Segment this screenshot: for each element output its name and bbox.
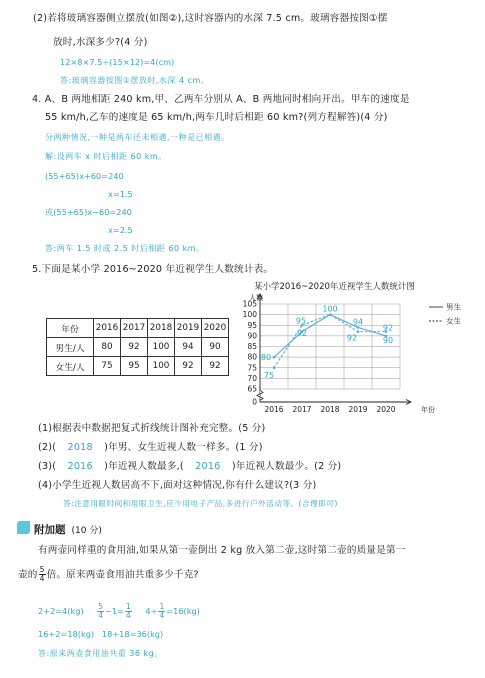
bonus-title-text: 附加题 <box>34 524 66 536</box>
q5-sub3-blank2: 2016 <box>195 461 221 472</box>
bonus-ans1c-b: =16(kg) <box>166 606 200 616</box>
q4-line1: 4. A、B 两地相距 240 km,甲、乙两车分别从 A、B 两地同时相向开出。甲车的速度是 <box>32 94 410 105</box>
data-point <box>357 326 360 329</box>
q4-res2: x=2.5 <box>108 225 133 235</box>
table-header-cell: 2019 <box>175 319 202 338</box>
q5-sub4: (4)小学生近视人数居高不下,面对这种情况,你有什么建议?(3 分) <box>38 480 317 491</box>
q5-sub3-b: )年近视人数最多,( <box>104 461 184 472</box>
table-header-cell: 2020 <box>202 319 229 338</box>
data-label: 94 <box>352 317 364 327</box>
y-tick-label: 95 <box>247 320 257 330</box>
y-tick-label: 90 <box>247 331 257 341</box>
table-cell: 94 <box>175 338 202 357</box>
data-label: 95 <box>295 316 307 326</box>
bonus-answer-line3: 答:原来两壶食用油共重 36 kg。 <box>38 649 163 658</box>
y-tick-label: 100 <box>242 310 257 320</box>
q5-sub2-blank: 2018 <box>67 442 93 453</box>
table-cell: 女生/人 <box>47 357 94 376</box>
bonus-ans1b-mid: −1= <box>105 606 125 616</box>
line-chart <box>238 280 478 420</box>
bonus-line1: 有两壶同样重的食用油,如果从第一壶倒出 2 kg 放入第二壶,这时第二壶的质量是第一 <box>38 545 406 556</box>
bonus-line2-b: 倍。原来两壶食用油共重多少千克? <box>46 569 199 581</box>
bonus-ans1b <box>96 602 133 620</box>
frac-denominator: 4 <box>39 574 45 583</box>
y-tick-label: 70 <box>247 373 257 383</box>
frac-denominator: 4 <box>126 611 131 620</box>
table-row <box>47 338 229 357</box>
table-cell: 75 <box>94 357 121 376</box>
q5-sub4-answer: 答:注意用眼时间和用眼卫生,应少用电子产品,多进行户外活动等。(合理即可) <box>63 499 338 508</box>
table-cell: 92 <box>175 357 202 376</box>
data-point <box>273 356 276 359</box>
table-row <box>47 357 229 376</box>
bonus-score: (10 分) <box>71 526 102 536</box>
bonus-ans1c-a: 4÷ <box>145 606 158 616</box>
q4-note: 分两种情况,一种是两车还未相遇,一种是已相遇。 <box>45 133 230 142</box>
y-tick-label: 65 <box>247 384 257 394</box>
table-cell: 92 <box>121 338 148 357</box>
bonus-line2 <box>18 566 199 585</box>
table-header-cell: 2016 <box>94 319 121 338</box>
table-header-cell: 年份 <box>47 319 94 338</box>
frac-denominator: 4 <box>159 611 165 620</box>
frac-denominator: 4 <box>98 611 104 620</box>
bonus-section-icon <box>17 521 30 534</box>
q5-sub3-c: )年近视人数最少。(2 分) <box>231 461 342 472</box>
bonus-ans1: 2+2=4(kg) <box>38 606 84 616</box>
q5-sub2-a: (2)( <box>38 442 57 453</box>
x-tick-label: 2019 <box>348 405 368 414</box>
stats-table <box>46 318 229 376</box>
table-cell: 男生/人 <box>47 338 94 357</box>
bonus-ans1c <box>145 602 200 620</box>
q5-sub3 <box>38 462 341 472</box>
data-label: 80 <box>260 353 272 363</box>
q5-sub3-a: (3)( <box>38 461 57 472</box>
y-tick-label: 105 <box>242 299 257 309</box>
chart-title: 某小学2016~2020年近视学生人数统计图 <box>254 282 415 292</box>
frac-numerator: 5 <box>39 565 45 574</box>
q4-eq2: 或(55+65)x−60=240 <box>45 207 132 217</box>
data-label: 92 <box>296 328 308 338</box>
q5-sub1: (1)根据表中数据把复式折线统计图补充完整。(5 分) <box>38 423 266 434</box>
q4-solve: 解:设两车 x 时后相距 60 km。 <box>45 152 167 161</box>
table-header-row <box>47 319 229 338</box>
table-cell: 80 <box>94 338 121 357</box>
table-cell: 100 <box>148 338 175 357</box>
frac-numerator: 5 <box>98 602 104 611</box>
q5-sub3-blank1: 2016 <box>67 461 93 472</box>
bonus-line2-a: 壶的 <box>18 569 38 581</box>
y-tick-label: 85 <box>247 342 257 351</box>
table-cell: 100 <box>148 357 175 376</box>
table-header-cell: 2017 <box>121 319 148 338</box>
q2-part2-line1: (2)若将玻璃容器侧立摆放(如图②),这时容器内的水深 7.5 cm。玻璃容器按图①摆 <box>33 13 388 24</box>
chart-series <box>261 305 393 380</box>
data-point <box>273 366 276 369</box>
data-point <box>357 330 360 333</box>
table-cell: 92 <box>202 357 229 376</box>
y-tick-label: 0 <box>252 397 257 407</box>
y-axis-label: 人数 <box>249 294 263 302</box>
x-tick-label: 2017 <box>292 405 312 414</box>
q4-res1: x=1.5 <box>108 189 133 199</box>
chart-legend <box>429 302 461 326</box>
bonus-answer-line1 <box>38 602 200 620</box>
chart-grid <box>260 304 400 389</box>
data-label: 92 <box>346 333 358 343</box>
q2-answer-calc: 12×8×7.5÷(15×12)=4(cm) <box>60 57 175 67</box>
x-tick-label: 2020 <box>376 405 396 414</box>
bonus-title <box>34 522 102 537</box>
x-tick-label: 2016 <box>264 405 284 414</box>
q2-answer-text: 答:玻璃容器按图①摆放时,水深 4 cm。 <box>60 76 210 85</box>
legend-label: 女生 <box>446 316 461 326</box>
q5-intro: 5.下面是某小学 2016~2020 年近视学生人数统计表。 <box>32 264 274 275</box>
data-point <box>329 313 332 316</box>
legend-label: 男生 <box>446 302 461 312</box>
table-header-cell: 2018 <box>148 319 175 338</box>
frac-numerator: 1 <box>126 602 131 611</box>
y-tick-label: 75 <box>247 363 257 373</box>
bonus-fraction <box>39 566 46 583</box>
table-cell: 95 <box>121 357 148 376</box>
q4-eq1: (55+65)x+60=240 <box>45 171 124 181</box>
q5-sub2 <box>38 443 263 453</box>
q4-answer: 答:两车 1.5 时或 2.5 时后相距 60 km。 <box>45 244 205 253</box>
data-label: 92 <box>382 323 394 333</box>
frac-numerator: 1 <box>159 602 165 611</box>
x-axis-label: 年份 <box>421 406 435 414</box>
bonus-answer-line2: 16+2=18(kg) 18+18=36(kg) <box>38 629 164 639</box>
q4-line2: 55 km/h,乙车的速度是 65 km/h,两车几时后相距 60 km?(列方程解答)(4 分) <box>45 112 388 123</box>
q5-sub2-b: )年男、女生近视人数一样多。(1 分) <box>104 442 263 453</box>
y-axis-break <box>257 390 263 400</box>
q2-part2-line2: 放时,水深多少?(4 分) <box>53 37 148 48</box>
data-label: 90 <box>382 335 394 345</box>
data-label: 100 <box>322 304 338 314</box>
x-tick-label: 2018 <box>320 405 340 414</box>
data-label: 75 <box>263 370 275 380</box>
table-cell: 90 <box>202 338 229 357</box>
y-tick-label: 80 <box>247 352 257 362</box>
